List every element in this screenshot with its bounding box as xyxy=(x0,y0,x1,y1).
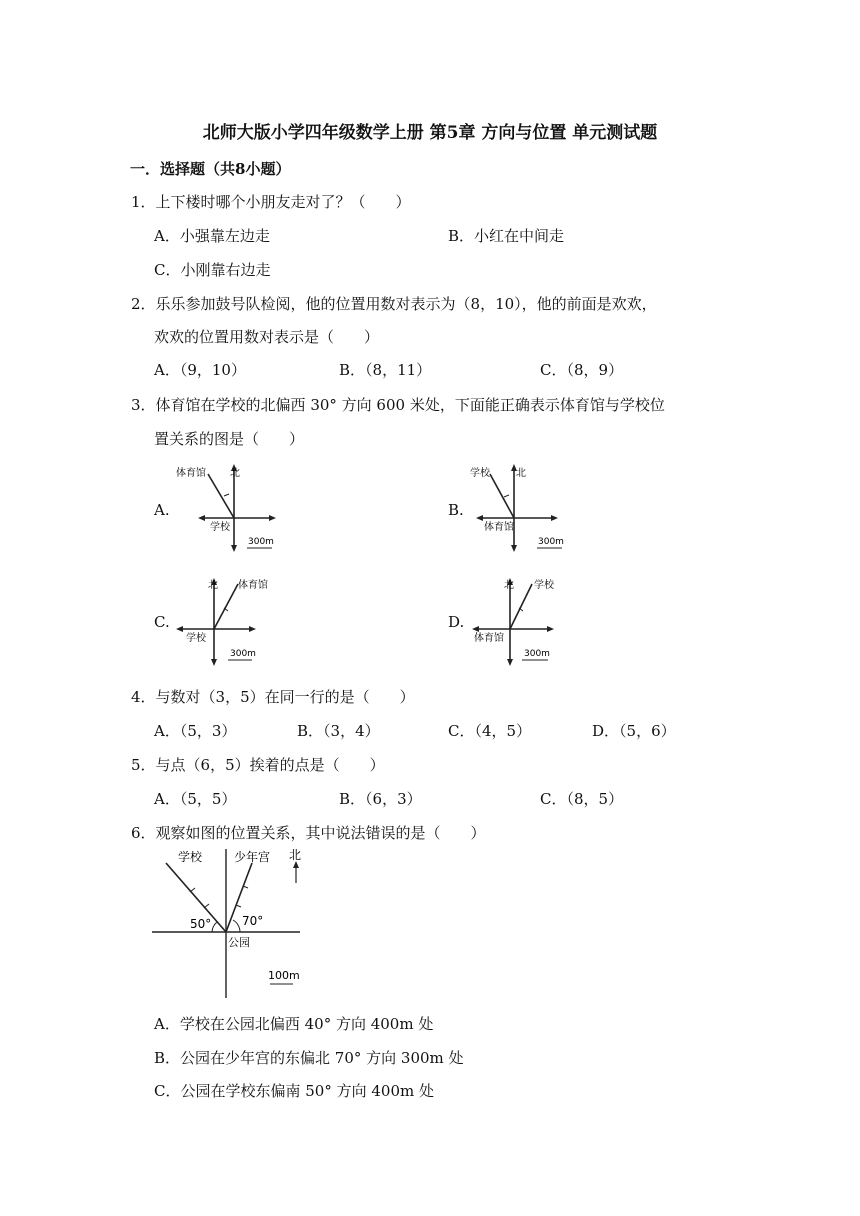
fig-c-center-label: 学校 xyxy=(186,633,206,644)
fig-a-scale-label: 300m xyxy=(248,537,274,547)
question-5-option-a: A．（5，5） xyxy=(154,790,237,808)
question-3-figure-b xyxy=(466,460,576,555)
question-3-stem-line2: 置关系的图是（ ） xyxy=(154,430,305,448)
fig6-school-label: 学校 xyxy=(178,850,203,864)
fig-c-top-label: 体育馆 xyxy=(238,580,268,591)
question-2-option-c: C．（8，9） xyxy=(540,361,624,379)
question-4-option-b: B．（3，4） xyxy=(297,722,380,740)
question-6-option-a: A．学校在公园北偏西 40° 方向 400m 处 xyxy=(154,1015,434,1033)
fig-b-scale-label: 300m xyxy=(538,537,564,547)
fig6-palace-label: 少年宫 xyxy=(234,850,271,864)
question-1-option-c: C．小刚靠右边走 xyxy=(154,261,271,279)
fig-d-top-label: 学校 xyxy=(534,580,554,591)
fig6-north-label: 北 xyxy=(289,848,302,862)
question-1-option-b: B．小红在中间走 xyxy=(448,227,565,245)
fig-c-scale-label: 300m xyxy=(230,649,256,659)
question-6-option-b: B．公园在少年宫的东偏北 70° 方向 300m 处 xyxy=(154,1049,464,1067)
question-3-figure-c xyxy=(172,574,282,669)
fig6-angle-50: 50° xyxy=(190,917,212,931)
fig-a-top-label: 体育馆 xyxy=(176,468,206,479)
question-2-stem-line2: 欢欢的位置用数对表示是（ ） xyxy=(154,328,380,346)
fig-d-center-label: 体育馆 xyxy=(474,633,504,644)
question-5-option-c: C．（8，5） xyxy=(540,790,624,808)
fig6-angle-70: 70° xyxy=(242,914,264,928)
question-5-option-b: B．（6，3） xyxy=(339,790,422,808)
fig-a-north-label: 北 xyxy=(230,468,240,479)
fig-a-center-label: 学校 xyxy=(210,522,230,533)
section-heading: 一．选择题（共8小题） xyxy=(130,160,291,178)
fig-b-top-label: 学校 xyxy=(470,468,490,479)
question-2-stem-line1: 2．乐乐参加鼓号队检阅，他的位置用数对表示为（8，10），他的前面是欢欢， xyxy=(131,295,657,313)
fig-b-north-label: 北 xyxy=(516,468,526,479)
fig6-scale-label: 100m xyxy=(268,969,300,982)
question-6-figure xyxy=(150,843,310,1003)
question-2-option-b: B．（8，11） xyxy=(339,361,432,379)
question-1-option-a: A．小强靠左边走 xyxy=(154,227,270,245)
question-3-option-c-label: C. xyxy=(154,613,170,631)
question-3-stem-line1: 3．体育馆在学校的北偏西 30° 方向 600 米处，下面能正确表示体育馆与学校位 xyxy=(131,396,665,414)
fig6-park-label: 公园 xyxy=(228,936,250,949)
question-2-option-a: A．（9，10） xyxy=(154,361,246,379)
question-4-option-a: A．（5，3） xyxy=(154,722,237,740)
question-5-stem: 5．与点（6，5）挨着的点是（ ） xyxy=(131,756,385,774)
fig-b-center-label: 体育馆 xyxy=(484,522,514,533)
question-3-option-d-label: D. xyxy=(448,613,465,631)
question-6-option-c: C．公园在学校东偏南 50° 方向 400m 处 xyxy=(154,1082,434,1100)
question-6-stem: 6．观察如图的位置关系，其中说法错误的是（ ） xyxy=(131,824,486,842)
question-4-option-c: C．（4，5） xyxy=(448,722,532,740)
fig-d-scale-label: 300m xyxy=(524,649,550,659)
page-title: 北师大版小学四年级数学上册 第5章 方向与位置 单元测试题 xyxy=(202,123,658,143)
question-4-stem: 4．与数对（3，5）在同一行的是（ ） xyxy=(131,688,415,706)
fig-c-north-label: 北 xyxy=(208,580,218,591)
question-3-option-a-label: A. xyxy=(154,501,170,519)
question-1-stem: 1．上下楼时哪个小朋友走对了？（ ） xyxy=(131,193,411,211)
question-3-option-b-label: B. xyxy=(448,501,464,519)
question-4-option-d: D．（5，6） xyxy=(592,722,676,740)
fig-d-north-label: 北 xyxy=(504,580,514,591)
question-3-figure-d xyxy=(466,574,576,669)
question-3-figure-a xyxy=(172,460,282,555)
